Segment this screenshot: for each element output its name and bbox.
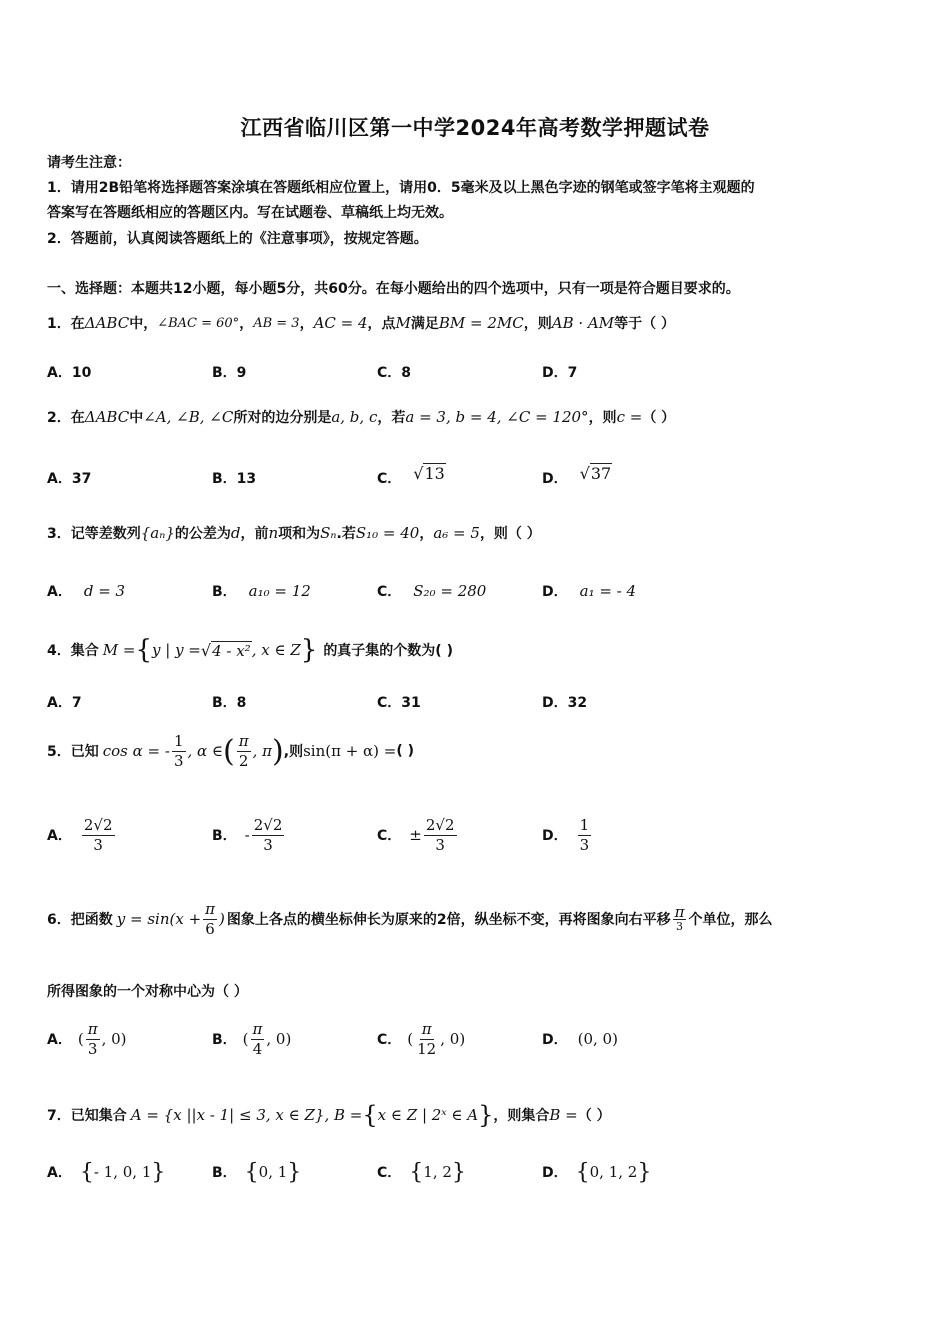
q1-text: 等于（ ） xyxy=(614,316,675,332)
q7-text: ，则集合 xyxy=(493,1108,550,1124)
option-value: 31 xyxy=(401,695,421,711)
fraction-denominator: 12 xyxy=(417,1039,437,1058)
q5-option-a: A． $\frac{2√2}{3}$ xyxy=(47,815,113,854)
q5-option-d: D． $\frac{1}{3}$ xyxy=(542,815,590,854)
option-value: 8 xyxy=(401,365,412,381)
q7-num: 7．已知集合 xyxy=(47,1108,127,1124)
q4-num: 4．集合 xyxy=(47,643,99,659)
question-6 xyxy=(47,895,772,943)
q4-option-a: A．7 xyxy=(47,695,82,711)
option-value: 8 xyxy=(236,695,247,711)
q1-option-a: A．10 xyxy=(47,365,92,381)
fraction-denominator: 3 xyxy=(93,835,103,854)
fraction-denominator: 2 xyxy=(238,751,249,770)
q1-condition: BM = 2MC xyxy=(438,314,524,332)
q6-num: 6．把函数 xyxy=(47,912,113,928)
q1-product: AB · AM xyxy=(551,314,615,332)
fraction-denominator: 3 xyxy=(435,835,445,854)
fraction-denominator: 3 xyxy=(579,835,590,854)
q1-text: 中， xyxy=(129,316,158,332)
option-value: 32 xyxy=(567,695,588,711)
q3-d: d xyxy=(230,524,241,542)
q4-set-builder: y | y = xyxy=(152,641,201,659)
q5-num: 5．已知 xyxy=(47,744,99,760)
left-paren: ( xyxy=(223,733,235,769)
q1-angle: ∠BAC = 60° xyxy=(157,315,240,331)
fraction-numerator: 2√2 xyxy=(253,815,283,834)
q1-text: ， xyxy=(299,316,314,332)
q4-option-c: C．31 xyxy=(377,695,421,711)
q5-interval: , α ∈ xyxy=(187,742,224,760)
q1-option-c: C．8 xyxy=(377,365,412,381)
question-5 xyxy=(47,728,414,774)
q3-num: 3．记等差数列 xyxy=(47,526,141,542)
left-brace: { xyxy=(135,635,152,665)
option-value: 13 xyxy=(236,471,257,487)
q1-num: 1．在 xyxy=(47,316,85,332)
q4-option-d: D．32 xyxy=(542,695,588,711)
right-brace: } xyxy=(300,635,318,665)
q2-option-d: D． √37 xyxy=(542,463,612,487)
q2-option-c: C． √13 xyxy=(377,463,445,487)
q3-option-d: D． a₁ = - 4 xyxy=(542,582,637,600)
q2-triangle: ΔABC xyxy=(84,408,130,426)
q2-text: 中 xyxy=(129,410,144,426)
q2-unknown: c = xyxy=(616,408,643,426)
option-value: - 1, 0, 1 xyxy=(93,1163,152,1181)
fraction-denominator: 3 xyxy=(263,835,273,854)
q6-text: 图象上各点的横坐标伸长为原来的2倍，纵坐标不变，再将图象向右平移 xyxy=(226,912,671,928)
q1-text: ， xyxy=(239,316,254,332)
q6-option-c: C． ( $\frac{\pi}{12}$ , 0) xyxy=(377,1019,466,1058)
q1-text: 满足 xyxy=(410,316,439,332)
q3-text: .若 xyxy=(336,526,356,542)
notes-item-2: 2．答题前，认真阅读答题纸上的《注意事项》，按规定答题。 xyxy=(47,231,428,247)
q6-function-close: ) xyxy=(219,910,225,928)
q4-radicand: 4 - x² xyxy=(212,641,251,660)
q4-set-name: M = xyxy=(102,641,136,659)
q1-option-d: D．7 xyxy=(542,365,578,381)
q3-sn: Sₙ xyxy=(320,524,337,542)
option-value: S₂₀ = 280 xyxy=(413,582,487,600)
q5-option-c: C． ± $\frac{2√2}{3}$ xyxy=(377,815,455,854)
q1-ac: AC = 4 xyxy=(313,314,368,332)
q6-option-d: D． (0, 0) xyxy=(542,1030,618,1048)
q3-option-a: A． d = 3 xyxy=(47,582,126,600)
q6-text: 个单位，那么 xyxy=(688,912,773,928)
right-paren: ) xyxy=(272,733,284,769)
q1-text: ，点 xyxy=(367,316,396,332)
fraction-denominator: 4 xyxy=(252,1039,263,1058)
q7-set-a: A = {x ||x - 1| ≤ 3, x ∈ Z}, B = xyxy=(130,1106,363,1124)
q5-cos: cos α = - xyxy=(102,742,170,760)
fraction-numerator: 1 xyxy=(579,815,590,834)
question-3 xyxy=(47,518,541,548)
fraction-numerator: 1 xyxy=(173,731,184,750)
option-value: 0, 1, 2 xyxy=(589,1163,638,1181)
notes-heading: 请考生注意： xyxy=(47,155,131,171)
option-value: 9 xyxy=(236,365,247,381)
q2-text: ，若 xyxy=(377,410,406,426)
q3-sequence: {aₙ} xyxy=(140,524,175,542)
q6-function: y = sin(x + xyxy=(116,910,202,928)
question-7 xyxy=(47,1098,611,1132)
q1-ab: AB = 3 xyxy=(253,315,300,331)
option-value: 7 xyxy=(567,365,578,381)
fraction-denominator: 3 xyxy=(676,919,684,933)
q2-condition: a = 3, b = 4, ∠C = 120° xyxy=(405,408,589,426)
q1-triangle: ΔABC xyxy=(84,314,130,332)
q3-n: n xyxy=(268,524,279,542)
q4-option-b: B．8 xyxy=(212,695,247,711)
option-value: 0, 1 xyxy=(258,1163,288,1181)
question-1 xyxy=(47,308,675,338)
option-value: 37 xyxy=(71,471,92,487)
fraction-numerator: π xyxy=(421,1019,432,1038)
q3-option-b: B． a₁₀ = 12 xyxy=(212,582,311,600)
fraction-denominator: 6 xyxy=(205,919,215,938)
q2-text: ，则 xyxy=(588,410,617,426)
q3-text: 项和为 xyxy=(278,526,321,542)
q7-option-d: D． { 0, 1, 2 } xyxy=(542,1159,652,1185)
question-2 xyxy=(47,402,675,432)
q5-expression: sin(π + α) = xyxy=(303,742,397,760)
q5-text: ( ) xyxy=(396,743,415,759)
q3-a6: a₆ = 5 xyxy=(433,524,480,542)
notes-item-1-line-1: 1．请用2B铅笔将选择题答案涂填在答题纸相应位置上，请用0．5毫米及以上黑色字迹的钢笔或签字笔将主观题的 xyxy=(47,180,755,196)
q4-set-condition: , x ∈ Z xyxy=(251,641,301,659)
fraction-denominator: 3 xyxy=(173,751,184,770)
q2-sides: a, b, c xyxy=(331,408,378,426)
question-4: 4．集合 M = { y | y = √4 - x² , x ∈ Z } 的真子集的个数为( ) xyxy=(47,635,453,665)
fraction-numerator: 2√2 xyxy=(425,815,455,834)
option-value: 37 xyxy=(590,463,612,483)
option-value: a₁ = - 4 xyxy=(579,582,637,600)
q7-option-b: B． { 0, 1 } xyxy=(212,1159,302,1185)
notes-item-1-line-2: 答案写在答题纸相应的答题区内。写在试题卷、草稿纸上均无效。 xyxy=(47,205,453,221)
fraction-denominator: 3 xyxy=(87,1039,98,1058)
q7-set-b: x ∈ Z | 2ˣ ∈ A xyxy=(377,1106,479,1124)
q1-point: M xyxy=(395,314,411,332)
q1-option-b: B．9 xyxy=(212,365,247,381)
q6-line-2: 所得图象的一个对称中心为（ ） xyxy=(47,984,248,1000)
option-value: 1, 2 xyxy=(423,1163,452,1181)
q2-option-b: B．13 xyxy=(212,471,257,487)
q7-b: B = xyxy=(549,1106,578,1124)
q2-angles: ∠A, ∠B, ∠C xyxy=(143,408,234,426)
option-value: d = 3 xyxy=(83,582,126,600)
q4-text: 的真子集的个数为( ) xyxy=(323,643,453,659)
q3-text: ，前 xyxy=(240,526,269,542)
q6-option-a: A． ( $\frac{\pi}{3}$ , 0) xyxy=(47,1019,127,1058)
q2-num: 2．在 xyxy=(47,410,85,426)
fraction-numerator: π xyxy=(205,899,215,918)
right-brace: } xyxy=(478,1101,494,1129)
q2-option-a: A．37 xyxy=(47,471,92,487)
q7-option-c: C． { 1, 2 } xyxy=(377,1159,466,1185)
option-value: 13 xyxy=(424,463,445,483)
option-value: (0, 0) xyxy=(577,1030,618,1048)
q3-text: ，则（ ） xyxy=(479,526,541,542)
fraction-numerator: π xyxy=(87,1019,98,1038)
q7-option-a: A． { - 1, 0, 1 } xyxy=(47,1159,166,1185)
fraction-numerator: 2√2 xyxy=(83,815,113,834)
option-value: 10 xyxy=(71,365,92,381)
q3-s10: S₁₀ = 40 xyxy=(355,524,420,542)
q2-text: 所对的边分别是 xyxy=(233,410,332,426)
option-value: 7 xyxy=(71,695,82,711)
q5-text: ,则 xyxy=(283,744,304,760)
left-brace: { xyxy=(362,1101,378,1129)
q3-text: ， xyxy=(419,526,434,542)
fraction-numerator: π xyxy=(252,1019,263,1038)
fraction-numerator: π xyxy=(238,731,249,750)
q6-option-b: B． ( $\frac{\pi}{4}$ , 0) xyxy=(212,1019,292,1058)
q3-text: 的公差为 xyxy=(174,526,231,542)
fraction-numerator: π xyxy=(674,902,685,921)
option-value: a₁₀ = 12 xyxy=(248,582,311,600)
q2-text: （ ） xyxy=(642,410,676,426)
section-heading: 一、选择题：本题共12小题，每小题5分，共60分。在每小题给出的四个选项中，只有一项是符合题目要求的。 xyxy=(47,281,740,297)
page-title: 江西省临川区第一中学2024年高考数学押题试卷 xyxy=(240,116,710,140)
q3-option-c: C． S₂₀ = 280 xyxy=(377,582,487,600)
q5-option-b: B． - $\frac{2√2}{3}$ xyxy=(212,815,283,854)
q7-text: （ ） xyxy=(577,1108,611,1124)
q5-interval-end: , π xyxy=(252,742,273,760)
q1-text: ，则 xyxy=(523,316,552,332)
